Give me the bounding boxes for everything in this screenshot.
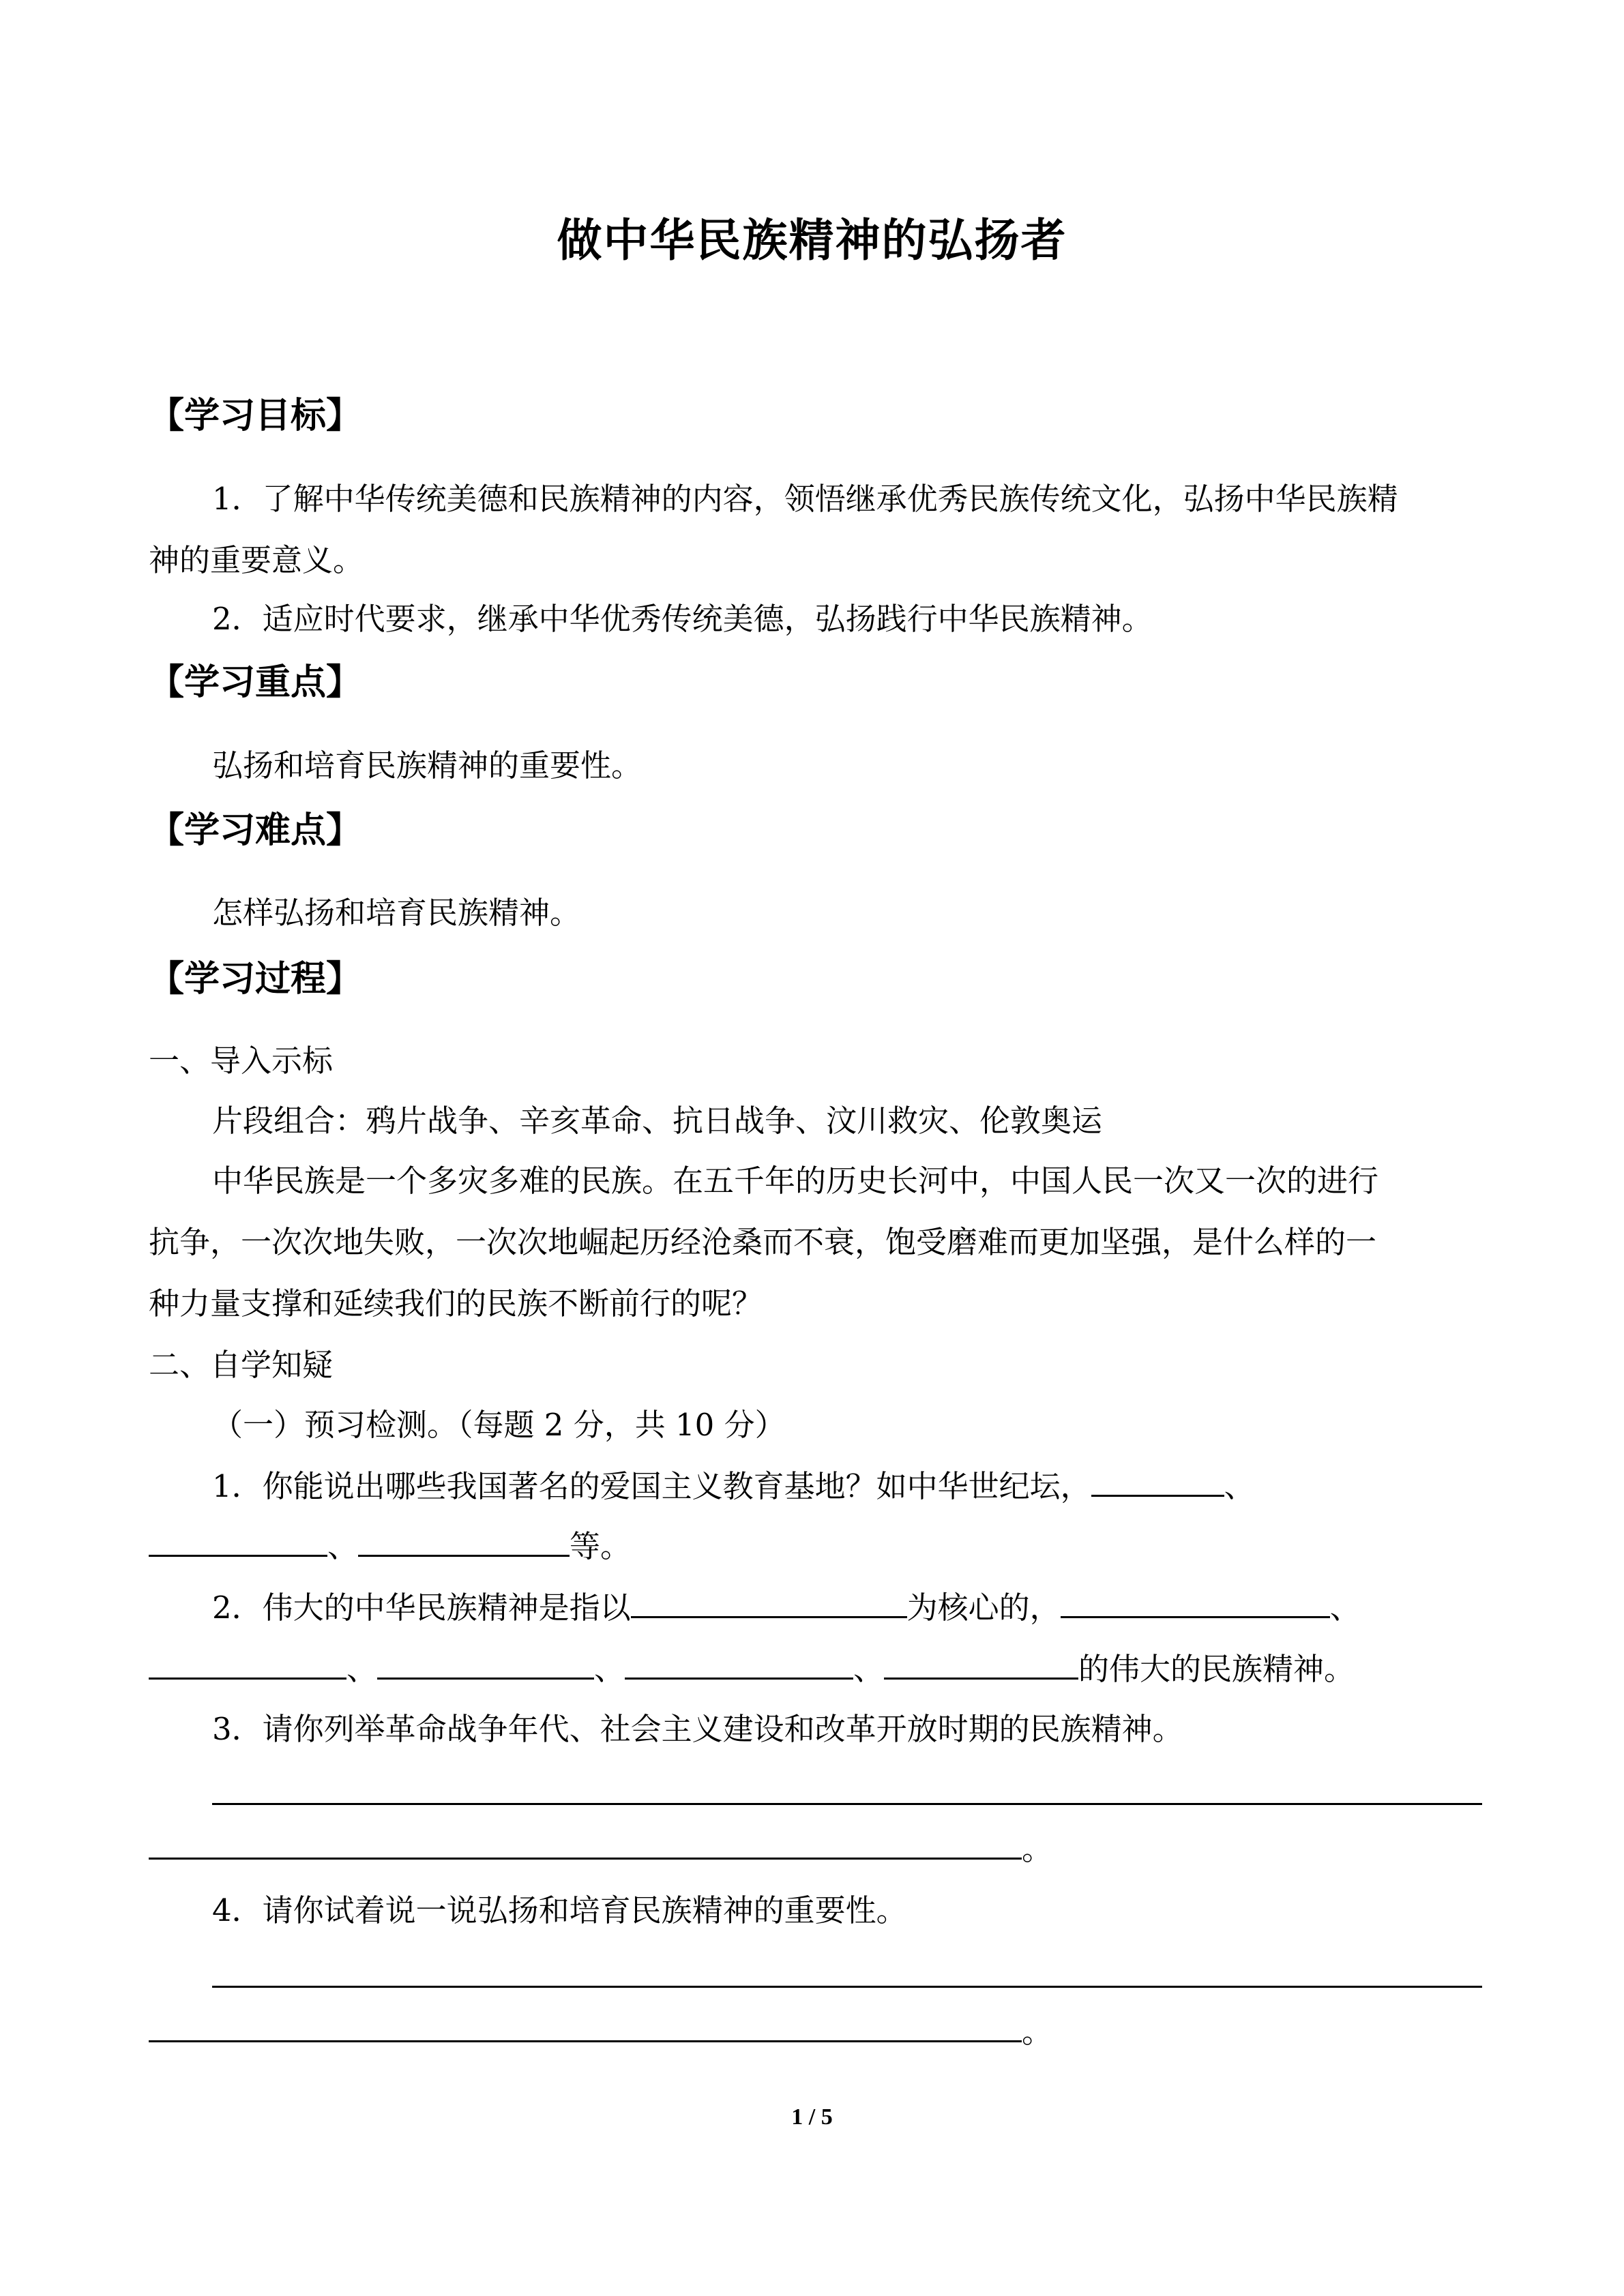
question-2-line-1: [212, 1586, 1361, 1630]
answer-line-end: [149, 1828, 1052, 1871]
part-2-title: 二、自学知疑: [149, 1347, 334, 1383]
separator: 、: [1224, 1468, 1255, 1504]
keypoint-text: 弘扬和培育民族精神的重要性。: [212, 747, 643, 784]
intro-line-2: 抗争，一次次地失败，一次次地崛起历经沧桑而不衰，饱受磨难而更加坚强，是什么样的一: [149, 1224, 1377, 1260]
answer-blank[interactable]: [149, 2012, 1022, 2042]
part-1-title: 一、导入示标: [149, 1043, 334, 1079]
question-2-middle: 为核心的，: [906, 1590, 1061, 1626]
answer-line[interactable]: [212, 1986, 1482, 1988]
keypoint-heading: 【学习重点】: [149, 662, 362, 703]
page-number: 1 / 5: [791, 2104, 833, 2130]
separator: 、: [327, 1528, 359, 1564]
difficulty-heading: 【学习难点】: [149, 810, 362, 851]
objective-1-line-1: 1．了解中华传统美德和民族精神的内容，领悟继承优秀民族传统文化，弘扬中华民族精: [212, 481, 1398, 517]
question-1-text: 1．你能说出哪些我国著名的爱国主义教育基地？如中华世纪坛，: [212, 1468, 1091, 1504]
answer-blank[interactable]: [149, 1649, 346, 1680]
clips-line: 片段组合：鸦片战争、辛亥革命、抗日战争、汶川救灾、伦敦奥运: [212, 1103, 1103, 1139]
answer-blank[interactable]: [377, 1649, 594, 1680]
answer-line[interactable]: [212, 1803, 1482, 1805]
period: 。: [1022, 2014, 1053, 2050]
difficulty-text: 怎样弘扬和培育民族精神。: [212, 895, 581, 931]
question-2-line-2: [149, 1648, 1355, 1691]
answer-blank[interactable]: [884, 1649, 1078, 1680]
question-1-line-1: [212, 1465, 1255, 1508]
separator: 、: [1329, 1590, 1361, 1626]
answer-blank[interactable]: [1061, 1587, 1330, 1618]
answer-blank[interactable]: [149, 1526, 327, 1557]
question-2-text: 2．伟大的中华民族精神是指以: [212, 1590, 631, 1626]
answer-line-end: [149, 2010, 1052, 2054]
answer-blank[interactable]: [1091, 1466, 1224, 1497]
separator: 、: [346, 1651, 378, 1687]
answer-blank[interactable]: [631, 1587, 907, 1618]
objectives-heading: 【学习目标】: [149, 396, 362, 436]
page-title: 做中华民族精神的弘扬者: [557, 214, 1067, 267]
question-1-line-2: [149, 1525, 631, 1568]
answer-blank[interactable]: [358, 1526, 570, 1557]
preview-heading: （一）预习检测。（每题 2 分，共 10 分）: [212, 1407, 786, 1443]
objective-2: 2．适应时代要求，继承中华优秀传统美德，弘扬践行中华民族精神。: [212, 601, 1153, 637]
period: 。: [1022, 1831, 1053, 1867]
question-3: 3．请你列举革命战争年代、社会主义建设和改革开放时期的民族精神。: [212, 1711, 1183, 1747]
question-4: 4．请你试着说一说弘扬和培育民族精神的重要性。: [212, 1892, 907, 1928]
answer-blank[interactable]: [625, 1649, 853, 1680]
separator: 、: [853, 1651, 885, 1687]
intro-line-3: 种力量支撑和延续我们的民族不断前行的呢？: [149, 1285, 763, 1322]
objective-1-line-2: 神的重要意义。: [149, 542, 364, 578]
answer-blank[interactable]: [149, 1829, 1022, 1860]
question-1-end: 等。: [570, 1528, 632, 1564]
separator: 、: [594, 1651, 625, 1687]
intro-line-1: 中华民族是一个多灾多难的民族。在五千年的历史长河中，中国人民一次又一次的进行: [212, 1163, 1379, 1199]
process-heading: 【学习过程】: [149, 959, 362, 1000]
question-2-end: 的伟大的民族精神。: [1078, 1651, 1355, 1687]
